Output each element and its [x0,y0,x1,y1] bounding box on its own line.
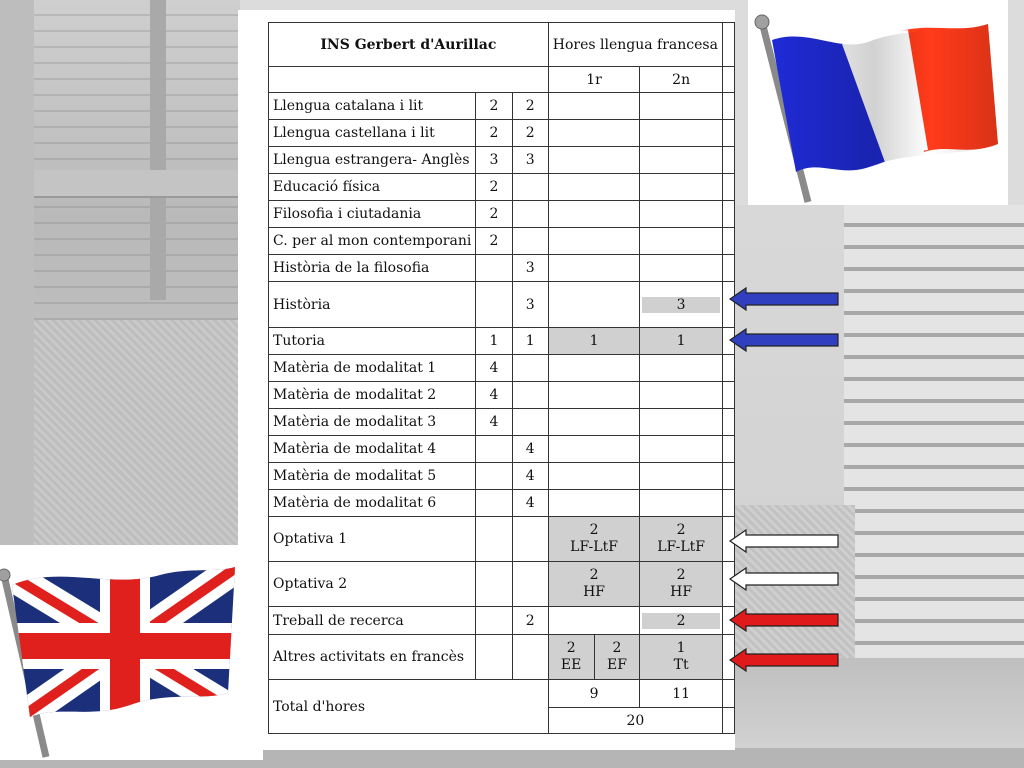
hours-1r: 3 [476,147,512,174]
hours-2n: 4 [512,436,548,463]
background-building-left [0,0,240,545]
french-hours-1r: 1 [548,328,640,355]
table-row [269,93,735,120]
arrow-altres-activitats [728,648,840,672]
french-hours-1r [548,120,640,147]
table-row [269,174,735,201]
subject-name: Història [269,282,476,328]
french-hours-2n: 1 [640,328,723,355]
french-hours-2n [640,201,723,228]
hours-2n: 4 [512,490,548,517]
subject-name: C. per al mon contemporani [269,228,476,255]
french-hours-1r [548,463,640,490]
hours-2n [512,174,548,201]
french-hours-2n: 3 [640,282,723,328]
subject-optativa-1: Optativa 1 [269,517,476,562]
hours-2n [512,409,548,436]
subject-rows [269,93,735,517]
subject-name: Història de la filosofia [269,255,476,282]
table-row [269,201,735,228]
table-row [269,120,735,147]
hours-2n: 1 [512,328,548,355]
french-hours-2n [640,382,723,409]
hours-2n [512,228,548,255]
subject-altres-activitats: Altres activitats en francès [269,635,476,680]
hours-2n: 3 [512,282,548,328]
french-hours-2n [640,355,723,382]
french-hours-1r [548,255,640,282]
hours-1r: 1 [476,328,512,355]
col-header-2n: 2n [640,67,723,93]
arrow-treball-de-recerca [728,608,840,632]
french-hours-1r [548,147,640,174]
french-hours-2n [640,228,723,255]
subject-name: Matèria de modalitat 1 [269,355,476,382]
french-hours-1r [548,490,640,517]
hours-1r [476,255,512,282]
subject-optativa-2: Optativa 2 [269,562,476,607]
hours-1r [476,490,512,517]
subject-treball-de-recerca: Treball de recerca [269,607,476,635]
subject-name: Matèria de modalitat 4 [269,436,476,463]
french-hours-2n [640,463,723,490]
school-name: INS Gerbert d'Aurillac [269,23,549,67]
french-hours-1r [548,228,640,255]
hours-1r: 2 [476,93,512,120]
french-hours-header: Hores llengua francesa [548,23,722,67]
hours-2n: 4 [512,463,548,490]
french-hours-1r [548,174,640,201]
total-1r: 9 [548,680,640,708]
french-hours-2n [640,255,723,282]
table-row [269,255,735,282]
french-hours-2n [640,147,723,174]
hours-1r: 4 [476,382,512,409]
subject-name: Matèria de modalitat 5 [269,463,476,490]
table-row [269,382,735,409]
hours-2n: 3 [512,255,548,282]
timetable-sheet [238,10,735,750]
french-hours-2n [640,409,723,436]
french-hours-1r [548,282,640,328]
hours-1r: 2 [476,201,512,228]
table-row [269,409,735,436]
hours-2n: 2 [512,93,548,120]
subject-name: Educació física [269,174,476,201]
french-hours-2n [640,436,723,463]
hours-2n: 3 [512,147,548,174]
french-hours-1r [548,201,640,228]
table-row [269,490,735,517]
hours-1r: 2 [476,174,512,201]
hours-1r: 4 [476,409,512,436]
subject-name: Llengua castellana i lit [269,120,476,147]
table-row [269,147,735,174]
french-hours-1r [548,436,640,463]
arrow-optativa-1 [728,529,840,553]
france-flag [748,0,1008,205]
french-hours-1r [548,382,640,409]
subject-name: Matèria de modalitat 6 [269,490,476,517]
subject-name: Matèria de modalitat 2 [269,382,476,409]
arrow-tutoria [728,328,840,352]
subject-name: Llengua estrangera- Anglès [269,147,476,174]
french-hours-2n [640,120,723,147]
hours-1r [476,436,512,463]
hours-table: INS Gerbert d'Aurillac Hores llengua francesa 1r 2n Llengua catalana i lit 2 2 Llengua castellana i lit 2 2 Llengua estrangera- Anglès 3 3 Educació física 2 Filosofia i ciutadania 2 C. per al mon contemporani 2 Història de la filosofia 3 Història 3 3 Tutoria 1 1 1 1 Matèria de modalitat 1 4 Matèria de modalitat 2 4 Matèria de modalitat 3 4 Matèria de modalitat 4 4 Matèria de modalitat 5 4 Matèria de modalitat 6 4 Optativa 1 2 LF-LtF 2 LF-LtF Optativa 2 2 HF 2 HF Treball de recerca 2 2 Altres activitats en francès 2 EE 2 EF 1 Tt Total d'hores 9 11 20 [268,22,735,734]
french-hours-2n [640,174,723,201]
total-2n: 11 [640,680,723,708]
table-row [269,463,735,490]
french-hours-2n [640,490,723,517]
subject-name: Filosofia i ciutadania [269,201,476,228]
table-row [269,436,735,463]
hours-1r: 2 [476,228,512,255]
subject-name: Llengua catalana i lit [269,93,476,120]
table-row [269,228,735,255]
hours-1r [476,282,512,328]
french-hours-2n [640,93,723,120]
hours-2n [512,201,548,228]
hours-1r: 2 [476,120,512,147]
total-hours-label: Total d'hores [269,680,549,734]
subject-name: Tutoria [269,328,476,355]
table-row [269,328,735,355]
table-row [269,282,735,328]
french-hours-1r [548,93,640,120]
hours-1r [476,463,512,490]
french-hours-1r [548,355,640,382]
hours-2n: 2 [512,120,548,147]
french-hours-1r [548,409,640,436]
col-header-1r: 1r [548,67,640,93]
total-sum: 20 [548,708,722,734]
hours-2n [512,355,548,382]
united-kingdom-flag [0,545,263,760]
arrow-historia [728,287,840,311]
table-row [269,355,735,382]
hours-2n [512,382,548,409]
arrow-optativa-2 [728,567,840,591]
hours-1r: 4 [476,355,512,382]
subject-name: Matèria de modalitat 3 [269,409,476,436]
